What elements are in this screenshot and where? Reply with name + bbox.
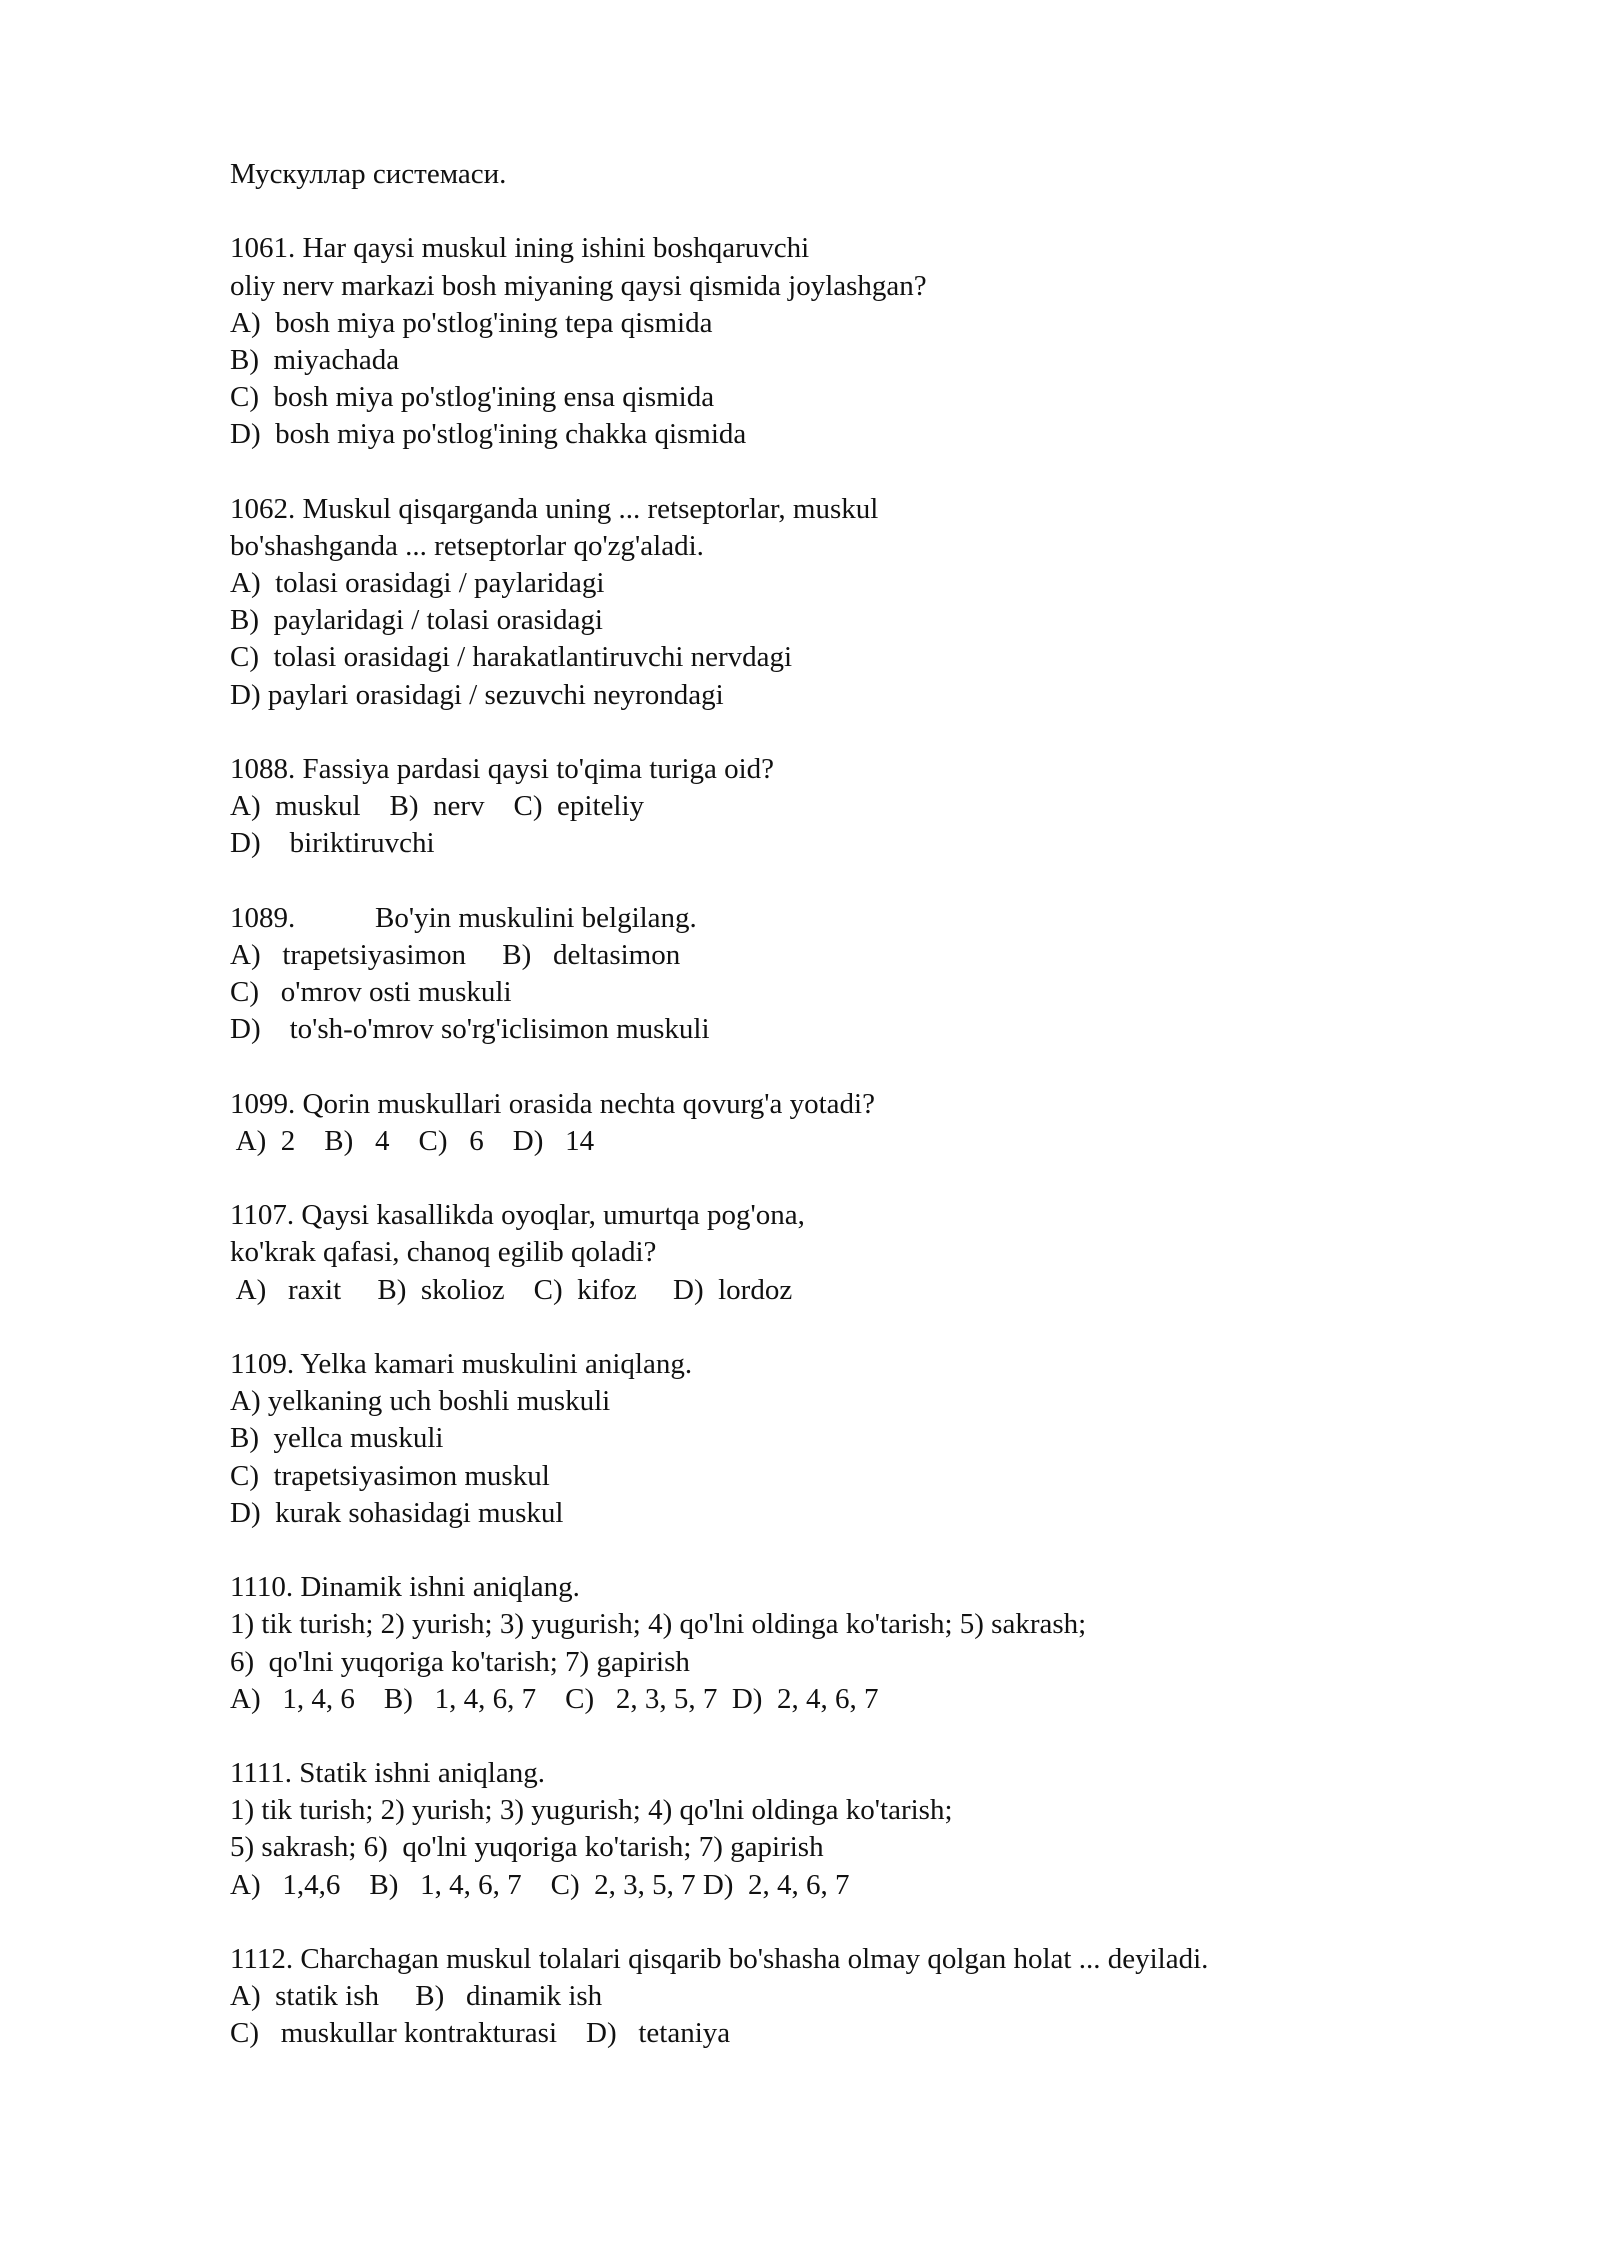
answer-option: D) bosh miya po'stlog'ining chakka qismida <box>230 418 747 451</box>
answer-option: C) trapetsiyasimon muskul <box>230 1459 550 1492</box>
answer-options-row: C) muskullar kontrakturasi D) tetaniya <box>230 2017 731 2050</box>
answer-option: D) paylari orasidagi / sezuvchi neyrondagi <box>230 678 724 711</box>
answer-options-row: A) 2 B) 4 C) 6 D) 14 <box>230 1124 595 1157</box>
answer-option: A) tolasi orasidagi / paylaridagi <box>230 567 605 600</box>
page-title: Мускуллар системаси. <box>230 158 507 190</box>
question-text: ko'krak qafasi, chanoq egilib qoladi? <box>230 1236 657 1269</box>
question-1111 <box>230 1755 1470 1904</box>
answer-option: B) miyachada <box>230 343 400 376</box>
question-text: 1111. Statik ishni aniqlang. <box>230 1757 545 1790</box>
question-text: 1099. Qorin muskullari orasida nechta qovurg'a yotadi? <box>230 1087 875 1120</box>
answer-option: D) biriktiruvchi <box>230 827 435 860</box>
question-text: 1088. Fassiya pardasi qaysi to'qima turiga oid? <box>230 753 775 785</box>
answer-options-row: A) 1,4,6 B) 1, 4, 6, 7 C) 2, 3, 5, 7 D) 2, 4, 6, 7 <box>230 1868 850 1901</box>
question-text: oliy nerv markazi bosh miyaning qaysi qismida joylashgan? <box>230 269 927 302</box>
document-page <box>230 156 1470 2216</box>
question-1089 <box>230 900 1470 1049</box>
answer-option: A) bosh miya po'stlog'ining tepa qismida <box>230 306 713 339</box>
question-text: 1062. Muskul qisqarganda uning ... retseptorlar, muskul <box>230 492 879 525</box>
answer-option: D) to'sh-o'mrov so'rg'iclisimon muskuli <box>230 1013 710 1046</box>
answer-option: B) paylaridagi / tolasi orasidagi <box>230 604 603 637</box>
answer-option: C) bosh miya po'stlog'ining ensa qismida <box>230 381 715 414</box>
question-items: 5) sakrash; 6) qo'lni yuqoriga ko'tarish; 7) gapirish <box>230 1831 824 1864</box>
question-text: 1112. Charchagan muskul tolalari qisqarib bo'shasha olmay qolgan holat ... deyiladi. <box>230 1943 1209 1975</box>
question-1109 <box>230 1346 1470 1532</box>
question-text: 1109. Yelka kamari muskulini aniqlang. <box>230 1348 693 1380</box>
answer-options-row: A) statik ish B) dinamik ish <box>230 1980 603 2013</box>
question-1107 <box>230 1197 1470 1309</box>
question-1110 <box>230 1569 1470 1718</box>
question-items: 6) qo'lni yuqoriga ko'tarish; 7) gapirish <box>230 1645 690 1678</box>
answer-option: C) o'mrov osti muskuli <box>230 976 512 1009</box>
question-1088 <box>230 751 1470 863</box>
question-1099 <box>230 1086 1470 1160</box>
question-1112 <box>230 1941 1470 2053</box>
question-text: 1110. Dinamik ishni aniqlang. <box>230 1571 580 1604</box>
question-text: 1107. Qaysi kasallikda oyoqlar, umurtqa pog'ona, <box>230 1199 805 1232</box>
answer-option: B) yellca muskuli <box>230 1422 444 1455</box>
answer-options-row: A) muskul B) nerv C) epiteliy <box>230 790 645 823</box>
answer-options-row: A) trapetsiyasimon B) deltasimon <box>230 938 681 971</box>
question-1062 <box>230 491 1470 714</box>
answer-option: D) kurak sohasidagi muskul <box>230 1496 564 1529</box>
answer-options-row: A) raxit B) skolioz C) kifoz D) lordoz <box>230 1273 793 1306</box>
question-1061 <box>230 230 1470 453</box>
question-text: 1089. Bo'yin muskulini belgilang. <box>230 901 697 934</box>
question-items: 1) tik turish; 2) yurish; 3) yugurish; 4) qo'lni oldinga ko'tarish; 5) sakrash; <box>230 1608 1087 1641</box>
answer-option: C) tolasi orasidagi / harakatlantiruvchi nervdagi <box>230 641 793 674</box>
question-items: 1) tik turish; 2) yurish; 3) yugurish; 4) qo'lni oldinga ko'tarish; <box>230 1794 953 1827</box>
question-text: bo'shashganda ... retseptorlar qo'zg'aladi. <box>230 529 704 562</box>
question-text: 1061. Har qaysi muskul ining ishini boshqaruvchi <box>230 232 810 265</box>
answer-option: A) yelkaning uch boshli muskuli <box>230 1385 611 1418</box>
answer-options-row: A) 1, 4, 6 B) 1, 4, 6, 7 C) 2, 3, 5, 7 D) 2, 4, 6, 7 <box>230 1682 879 1715</box>
